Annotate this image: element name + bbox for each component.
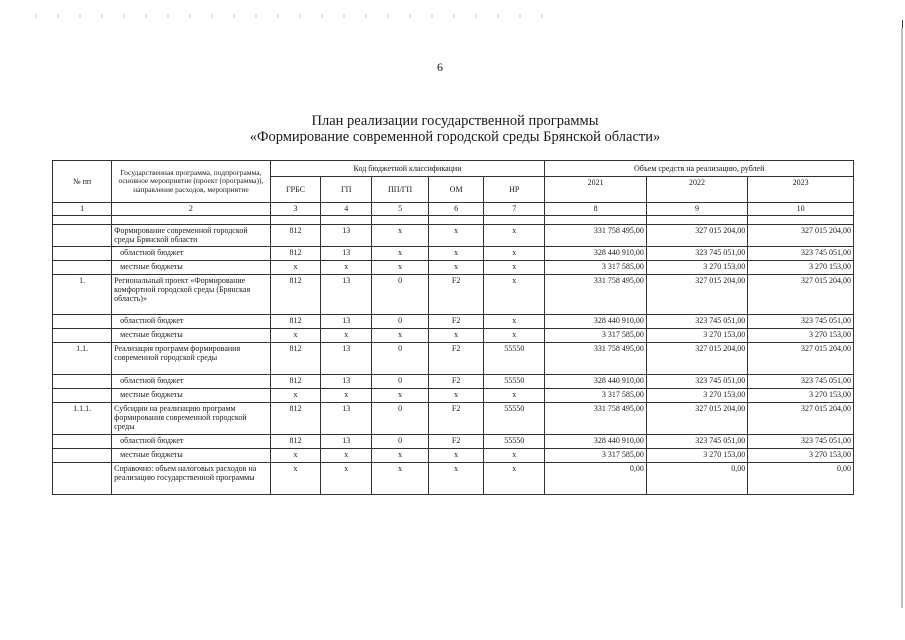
amount-2021: 3 317 585,00	[545, 261, 646, 275]
column-number-row	[53, 203, 854, 216]
col-number: 3	[270, 203, 321, 216]
code-np: х	[484, 315, 545, 329]
amount-2021: 331 758 495,00	[545, 403, 646, 435]
code-om: х	[429, 463, 484, 495]
amount-2022: 327 015 204,00	[646, 403, 747, 435]
amount-2021: 3 317 585,00	[545, 329, 646, 343]
row-name: областной бюджет	[112, 435, 271, 449]
header-code-group: Код бюджетной классификации	[270, 161, 545, 177]
amount-2021: 331 758 495,00	[545, 275, 646, 315]
header-funds-group: Объем средств на реализацию, рублей	[545, 161, 854, 177]
code-om: F2	[429, 315, 484, 329]
code-gp: х	[321, 329, 372, 343]
amount-2023: 327 015 204,00	[748, 403, 854, 435]
col-number: 9	[646, 203, 747, 216]
row-number	[53, 375, 112, 389]
title-line-1: План реализации государственной программы	[311, 113, 599, 129]
code-om: F2	[429, 343, 484, 375]
table-row	[53, 315, 854, 329]
amount-2023: 323 745 051,00	[748, 375, 854, 389]
code-om: х	[429, 329, 484, 343]
row-name: областной бюджет	[112, 315, 271, 329]
header-grbs: ГРБС	[270, 177, 321, 203]
code-np: х	[484, 329, 545, 343]
code-grbs: х	[270, 389, 321, 403]
row-number	[53, 329, 112, 343]
code-gp: х	[321, 389, 372, 403]
code-ppgp: 0	[372, 435, 429, 449]
spacer-row	[53, 216, 854, 225]
table-row	[53, 449, 854, 463]
spacer-cell	[429, 216, 484, 225]
table-row	[53, 463, 854, 495]
row-name: Субсидии на реализацию программ формирования современной городской среды	[112, 403, 271, 435]
table-row	[53, 403, 854, 435]
code-gp: 13	[321, 403, 372, 435]
code-om: F2	[429, 403, 484, 435]
table-row	[53, 435, 854, 449]
header-2021: 2021	[545, 177, 646, 203]
row-number: 1.1.	[53, 343, 112, 375]
amount-2022: 327 015 204,00	[646, 275, 747, 315]
table-row	[53, 275, 854, 315]
code-om: х	[429, 389, 484, 403]
col-number: 6	[429, 203, 484, 216]
code-om: F2	[429, 435, 484, 449]
row-number: 1.	[53, 275, 112, 315]
amount-2023: 327 015 204,00	[748, 343, 854, 375]
row-name: Региональный проект «Формирование комфортной городской среды (Брянская область)»	[112, 275, 271, 315]
code-grbs: х	[270, 329, 321, 343]
amount-2021: 328 440 910,00	[545, 375, 646, 389]
code-ppgp: 0	[372, 275, 429, 315]
code-ppgp: х	[372, 463, 429, 495]
row-name: Реализация программ формирования современной городской среды	[112, 343, 271, 375]
code-grbs: 812	[270, 343, 321, 375]
col-number: 8	[545, 203, 646, 216]
amount-2021: 328 440 910,00	[545, 435, 646, 449]
code-om: х	[429, 225, 484, 247]
col-number: 10	[748, 203, 854, 216]
code-grbs: 812	[270, 225, 321, 247]
amount-2023: 3 270 153,00	[748, 449, 854, 463]
code-grbs: 812	[270, 403, 321, 435]
row-name: Справочно: объем налоговых расходов на реализацию государственной программы	[112, 463, 271, 495]
spacer-cell	[321, 216, 372, 225]
code-grbs: 812	[270, 315, 321, 329]
code-np: х	[484, 463, 545, 495]
code-np: х	[484, 389, 545, 403]
amount-2023: 323 745 051,00	[748, 315, 854, 329]
code-gp: 13	[321, 435, 372, 449]
header-gp: ГП	[321, 177, 372, 203]
spacer-cell	[545, 216, 646, 225]
code-np: 55550	[484, 435, 545, 449]
code-np: 55550	[484, 403, 545, 435]
amount-2021: 3 317 585,00	[545, 449, 646, 463]
code-grbs: 812	[270, 275, 321, 315]
col-number: 1	[53, 203, 112, 216]
table-row	[53, 225, 854, 247]
spacer-cell	[484, 216, 545, 225]
amount-2021: 331 758 495,00	[545, 343, 646, 375]
row-number	[53, 435, 112, 449]
row-number	[53, 315, 112, 329]
row-number	[53, 463, 112, 495]
row-number	[53, 389, 112, 403]
code-gp: 13	[321, 315, 372, 329]
program-plan-table	[52, 160, 854, 495]
code-np: х	[484, 275, 545, 315]
code-om: F2	[429, 275, 484, 315]
row-name: местные бюджеты	[112, 329, 271, 343]
code-np: 55550	[484, 375, 545, 389]
code-grbs: х	[270, 463, 321, 495]
document-title	[0, 113, 905, 145]
spacer-cell	[748, 216, 854, 225]
amount-2022: 3 270 153,00	[646, 389, 747, 403]
amount-2022: 323 745 051,00	[646, 315, 747, 329]
row-number	[53, 247, 112, 261]
spacer-cell	[53, 216, 112, 225]
code-gp: 13	[321, 343, 372, 375]
col-number: 4	[321, 203, 372, 216]
table-row	[53, 329, 854, 343]
amount-2021: 0,00	[545, 463, 646, 495]
spacer-cell	[112, 216, 271, 225]
code-np: 55550	[484, 343, 545, 375]
code-ppgp: х	[372, 449, 429, 463]
code-grbs: х	[270, 449, 321, 463]
table-row	[53, 389, 854, 403]
amount-2023: 0,00	[748, 463, 854, 495]
code-gp: х	[321, 261, 372, 275]
amount-2023: 3 270 153,00	[748, 261, 854, 275]
amount-2021: 331 758 495,00	[545, 225, 646, 247]
code-ppgp: х	[372, 225, 429, 247]
amount-2022: 3 270 153,00	[646, 449, 747, 463]
code-grbs: х	[270, 261, 321, 275]
row-name: Формирование современной городской среды Брянской области	[112, 225, 271, 247]
table-row	[53, 247, 854, 261]
code-grbs: 812	[270, 435, 321, 449]
code-gp: х	[321, 449, 372, 463]
col-number: 2	[112, 203, 271, 216]
row-number	[53, 225, 112, 247]
table-row	[53, 261, 854, 275]
spacer-cell	[270, 216, 321, 225]
code-np: х	[484, 225, 545, 247]
header-np: НР	[484, 177, 545, 203]
spacer-cell	[646, 216, 747, 225]
code-ppgp: 0	[372, 375, 429, 389]
amount-2022: 323 745 051,00	[646, 435, 747, 449]
code-om: х	[429, 261, 484, 275]
code-ppgp: х	[372, 247, 429, 261]
header-ppgp: ПП/ГП	[372, 177, 429, 203]
header-name: Государственная программа, подпрограмма, основное мероприятие (проект (программа)), направление расходов, мероприятие	[112, 161, 271, 203]
row-number	[53, 449, 112, 463]
row-number	[53, 261, 112, 275]
page-number: 6	[437, 60, 443, 74]
code-om: х	[429, 247, 484, 261]
scan-artifact-dots	[35, 14, 555, 18]
amount-2021: 328 440 910,00	[545, 247, 646, 261]
code-ppgp: 0	[372, 315, 429, 329]
code-ppgp: х	[372, 261, 429, 275]
spacer-cell	[372, 216, 429, 225]
code-grbs: 812	[270, 375, 321, 389]
code-ppgp: х	[372, 389, 429, 403]
code-ppgp: 0	[372, 343, 429, 375]
amount-2023: 3 270 153,00	[748, 329, 854, 343]
code-gp: 13	[321, 247, 372, 261]
code-np: х	[484, 449, 545, 463]
code-ppgp: 0	[372, 403, 429, 435]
col-number: 7	[484, 203, 545, 216]
row-name: местные бюджеты	[112, 389, 271, 403]
row-name: областной бюджет	[112, 247, 271, 261]
code-ppgp: х	[372, 329, 429, 343]
header-om: ОМ	[429, 177, 484, 203]
table-row	[53, 375, 854, 389]
code-gp: 13	[321, 375, 372, 389]
amount-2022: 323 745 051,00	[646, 375, 747, 389]
row-name: местные бюджеты	[112, 261, 271, 275]
amount-2022: 0,00	[646, 463, 747, 495]
row-number: 1.1.1.	[53, 403, 112, 435]
code-gp: 13	[321, 275, 372, 315]
col-number: 5	[372, 203, 429, 216]
code-grbs: 812	[270, 247, 321, 261]
header-num: № пп	[53, 161, 112, 203]
code-gp: 13	[321, 225, 372, 247]
amount-2022: 3 270 153,00	[646, 261, 747, 275]
amount-2022: 3 270 153,00	[646, 329, 747, 343]
row-name: местные бюджеты	[112, 449, 271, 463]
table-row	[53, 343, 854, 375]
code-np: х	[484, 247, 545, 261]
amount-2022: 327 015 204,00	[646, 225, 747, 247]
title-line-2: «Формирование современной городской среды Брянской области»	[249, 129, 661, 145]
amount-2021: 3 317 585,00	[545, 389, 646, 403]
amount-2022: 323 745 051,00	[646, 247, 747, 261]
amount-2022: 327 015 204,00	[646, 343, 747, 375]
amount-2023: 327 015 204,00	[748, 275, 854, 315]
code-gp: х	[321, 463, 372, 495]
code-om: х	[429, 449, 484, 463]
amount-2023: 3 270 153,00	[748, 389, 854, 403]
amount-2023: 323 745 051,00	[748, 247, 854, 261]
code-om: F2	[429, 375, 484, 389]
header-2022: 2022	[646, 177, 747, 203]
header-2023: 2023	[748, 177, 854, 203]
amount-2023: 323 745 051,00	[748, 435, 854, 449]
amount-2023: 327 015 204,00	[748, 225, 854, 247]
amount-2021: 328 440 910,00	[545, 315, 646, 329]
row-name: областной бюджет	[112, 375, 271, 389]
code-np: х	[484, 261, 545, 275]
